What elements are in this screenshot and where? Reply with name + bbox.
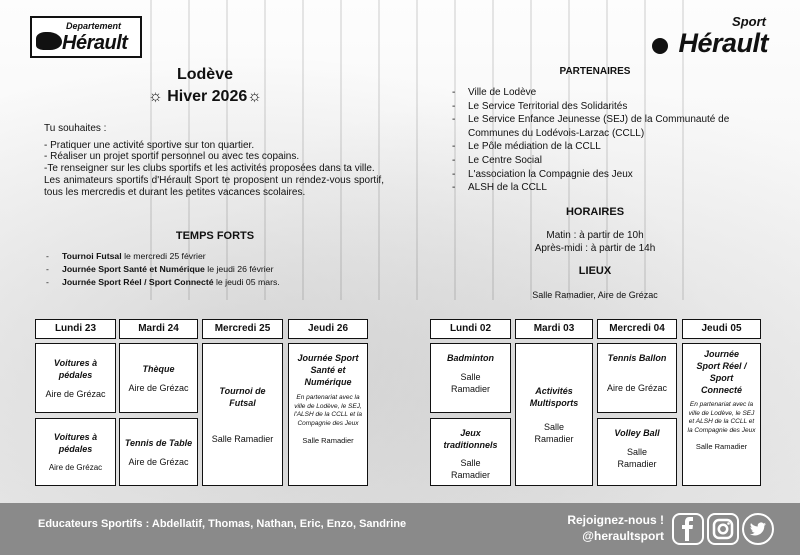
sport-herault-logo [650,14,770,60]
activity-card [119,418,198,486]
herault-map-icon [36,32,62,50]
temps-fort-title: Journée Sport Réel / Sport Connecté [62,277,214,287]
activity-location: Aire de Grézac [45,388,106,399]
partenaire-item [452,100,782,114]
temps-fort-title: Journée Sport Santé et Numérique [62,264,205,274]
activity-name: Journée Sport Santé et Numérique [297,353,359,387]
activity-card [430,418,511,486]
activity-card [288,343,368,486]
activity-location: Salle Ramadier [302,436,354,445]
social-call-to-action [554,512,664,544]
activity-card [430,343,511,413]
lieux-text: Salle Ramadier, Aire de Grézac [532,290,658,300]
activity-location: Salle Ramadier [534,421,574,444]
activity-location: Salle Ramadier [211,433,274,444]
partenaires-heading: PARTENAIRES [559,66,631,77]
temps-fort-item [46,250,376,263]
activity-name: Tennis de Table [124,437,193,448]
intro-closing: Les animateurs sportifs d'Hérault Sport te proposent un rendez-vous sportif, tous les mercredis et durant les petites vacances scolaires. [44,174,384,198]
partenaire-name: - Le Pôle médiation de la CCLL [468,141,601,153]
activity-name: Badminton [447,353,494,363]
partenaire-item [452,168,782,182]
partenaire-item [452,154,782,168]
activity-name: Jeux traditionnels [443,428,498,450]
facebook-glyph [674,515,702,543]
temps-fort-date: le jeudi 05 mars. [213,277,280,287]
activity-location: Salle Ramadier [450,372,490,394]
logo-dept-small-text: Departement [66,21,122,31]
partenaire-item [452,140,782,154]
day-header-jeudi-05: Jeudi 05 [682,319,761,339]
day-header-mercredi-25: Mercredi 25 [202,319,283,339]
social-handle[interactable]: @heraultsport [582,529,664,543]
horaires-text [500,229,690,255]
logo-sport-small-text: Sport [732,14,766,29]
intro-text [44,123,384,198]
activity-card [119,343,198,413]
rejoignez-text: Rejoignez-nous ! [567,513,664,527]
day-header-jeudi-26: Jeudi 26 [288,319,368,339]
intro-line: -Te renseigner sur les clubs sportifs et les activités proposées dans ta ville. [44,163,375,175]
intro-line: - Réaliser un projet sportif personnel ou avec tes copains. [44,151,300,163]
instagram-icon[interactable] [707,513,739,545]
lieux-heading: LIEUX [578,265,612,277]
day-header-lundi-02: Lundi 02 [430,319,511,339]
temps-fort-date: le mercredi 25 février [121,251,206,261]
activity-name: Tennis Ballon [607,353,667,363]
activity-location: Salle Ramadier [450,458,490,480]
day-header-lundi-23: Lundi 23 [35,319,116,339]
activity-note: En partenariat avec la ville de Lodève, le SEJ et ALSH de la CCLL et la Compagnie des Jeux [687,401,756,434]
activity-note: En partenariat avec la ville de Lodève, le SEJ, l'ALSH de la CCLL et la Compagnie des Jeux [294,394,362,427]
activity-name: Voitures à pédales [53,431,98,454]
activity-card [597,343,677,413]
logo-sport-big-text: Hérault [678,28,768,58]
activity-card [515,343,593,486]
footer-bar [0,503,800,555]
horaires-apres-midi: Après-midi : à partir de 14h [534,243,656,254]
day-header-mercredi-04: Mercredi 04 [597,319,677,339]
activity-name: Thèque [142,363,175,374]
activity-name: Tournoi de Futsal [219,385,266,408]
activity-card [35,343,116,413]
intro-line: - Pratiquer une activité sportive sur ton quartier. [44,139,255,151]
temps-fort-date: le jeudi 26 février [204,264,274,274]
day-header-mardi-24: Mardi 24 [119,319,198,339]
page-title [100,64,310,108]
activity-location: Salle Ramadier [617,447,657,469]
partenaire-name: - Ville de Lodève [468,87,537,98]
temps-fort-title: Tournoi Futsal [62,251,122,261]
temps-fort-item [46,263,376,276]
partenaire-name: - L'association la Compagnie des Jeux [468,168,633,180]
temps-forts-list [46,250,376,289]
activity-location: Aire de Grézac [606,383,668,393]
educateurs-text: Educateurs Sportifs : Abdellatif, Thomas, Nathan, Eric, Enzo, Sandrine [38,518,407,530]
activity-name: Volley Ball [614,428,660,438]
activity-location: Aire de Grézac [128,382,189,393]
horaires-heading: HORAIRES [565,206,625,218]
partenaire-name: - Le Service Enfance Jeunesse (SEJ) de la Communauté de Communes du Lodévois-Larzac (CCLL) [468,114,730,139]
activity-location: Salle Ramadier [695,442,748,451]
activity-card [35,418,116,486]
activity-location: Aire de Grézac [48,462,103,472]
activity-name: Journée Sport Réel / Sport Connecté [696,349,747,395]
activity-name: Voitures à pédales [53,357,98,380]
temps-fort-item [46,276,376,289]
facebook-icon[interactable] [672,513,704,545]
day-header-mardi-03: Mardi 03 [515,319,593,339]
partenaire-name: - Le Centre Social [468,154,542,166]
activity-name: Activités Multisports [529,385,579,408]
title-season: ☼ Hiver 2026☼ [148,88,262,105]
activity-card [682,343,761,486]
horaires-matin: Matin : à partir de 10h [546,230,644,241]
activity-card [597,418,677,486]
partenaire-name: - ALSH de la CCLL [468,182,547,194]
twitter-glyph [744,515,772,543]
partenaires-list [452,86,782,195]
departement-herault-logo [30,16,142,58]
partenaire-item [452,86,782,100]
partenaire-name: - Le Service Territorial des Solidarités [468,100,628,112]
activity-card [202,343,283,486]
partenaire-item [452,181,782,195]
title-city: Lodève [176,66,233,83]
partenaire-item [452,113,782,140]
ball-icon [652,38,668,54]
twitter-icon[interactable] [742,513,774,545]
activity-location: Aire de Grézac [128,456,189,467]
logo-dept-big-text: Hérault [62,32,128,54]
instagram-glyph [709,515,737,543]
temps-forts-heading: TEMPS FORTS [175,230,255,242]
intro-lead: Tu souhaites : [44,123,107,134]
